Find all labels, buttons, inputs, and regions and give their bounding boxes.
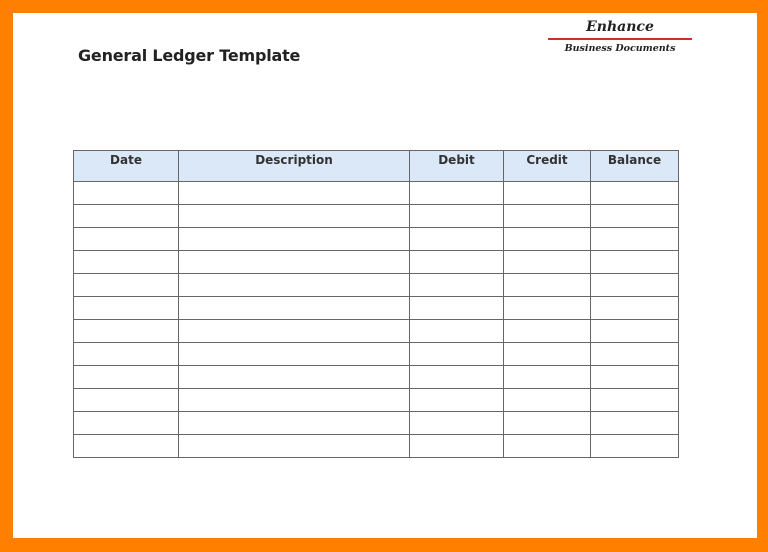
cell-debit[interactable] bbox=[410, 435, 504, 458]
cell-credit[interactable] bbox=[504, 366, 591, 389]
cell-debit[interactable] bbox=[410, 343, 504, 366]
cell-description[interactable] bbox=[179, 228, 410, 251]
cell-debit[interactable] bbox=[410, 182, 504, 205]
logo-subtitle: Business Documents bbox=[564, 43, 676, 54]
cell-balance[interactable] bbox=[591, 274, 679, 297]
column-header-date: Date bbox=[74, 151, 179, 182]
table-row bbox=[74, 389, 679, 412]
logo-brand: Enhance bbox=[586, 19, 654, 35]
cell-debit[interactable] bbox=[410, 205, 504, 228]
cell-debit[interactable] bbox=[410, 274, 504, 297]
table-row bbox=[74, 343, 679, 366]
table-row bbox=[74, 251, 679, 274]
cell-description[interactable] bbox=[179, 251, 410, 274]
cell-description[interactable] bbox=[179, 389, 410, 412]
cell-debit[interactable] bbox=[410, 389, 504, 412]
cell-date[interactable] bbox=[74, 251, 179, 274]
cell-credit[interactable] bbox=[504, 343, 591, 366]
cell-balance[interactable] bbox=[591, 435, 679, 458]
cell-credit[interactable] bbox=[504, 435, 591, 458]
table-row bbox=[74, 435, 679, 458]
cell-balance[interactable] bbox=[591, 228, 679, 251]
cell-credit[interactable] bbox=[504, 389, 591, 412]
table-row bbox=[74, 182, 679, 205]
cell-description[interactable] bbox=[179, 320, 410, 343]
column-header-debit: Debit bbox=[410, 151, 504, 182]
cell-credit[interactable] bbox=[504, 297, 591, 320]
cell-description[interactable] bbox=[179, 435, 410, 458]
cell-description[interactable] bbox=[179, 412, 410, 435]
table-row bbox=[74, 297, 679, 320]
table-row bbox=[74, 205, 679, 228]
cell-credit[interactable] bbox=[504, 182, 591, 205]
cell-balance[interactable] bbox=[591, 251, 679, 274]
table-row bbox=[74, 366, 679, 389]
cell-description[interactable] bbox=[179, 343, 410, 366]
cell-balance[interactable] bbox=[591, 205, 679, 228]
cell-credit[interactable] bbox=[504, 320, 591, 343]
cell-description[interactable] bbox=[179, 366, 410, 389]
cell-balance[interactable] bbox=[591, 182, 679, 205]
column-header-balance: Balance bbox=[591, 151, 679, 182]
logo bbox=[548, 19, 692, 54]
cell-debit[interactable] bbox=[410, 366, 504, 389]
cell-date[interactable] bbox=[74, 435, 179, 458]
cell-date[interactable] bbox=[74, 366, 179, 389]
cell-date[interactable] bbox=[74, 297, 179, 320]
cell-debit[interactable] bbox=[410, 412, 504, 435]
cell-balance[interactable] bbox=[591, 366, 679, 389]
cell-credit[interactable] bbox=[504, 274, 591, 297]
cell-balance[interactable] bbox=[591, 320, 679, 343]
cell-date[interactable] bbox=[74, 320, 179, 343]
cell-credit[interactable] bbox=[504, 228, 591, 251]
cell-date[interactable] bbox=[74, 228, 179, 251]
cell-credit[interactable] bbox=[504, 205, 591, 228]
cell-date[interactable] bbox=[74, 389, 179, 412]
cell-date[interactable] bbox=[74, 205, 179, 228]
table-header-row bbox=[74, 151, 679, 182]
table-row bbox=[74, 412, 679, 435]
logo-divider bbox=[548, 38, 692, 40]
cell-description[interactable] bbox=[179, 297, 410, 320]
cell-date[interactable] bbox=[74, 182, 179, 205]
page-title: General Ledger Template bbox=[78, 46, 301, 65]
document-page bbox=[13, 13, 757, 538]
cell-description[interactable] bbox=[179, 205, 410, 228]
ledger-table bbox=[73, 150, 679, 458]
column-header-credit: Credit bbox=[504, 151, 591, 182]
cell-date[interactable] bbox=[74, 274, 179, 297]
cell-debit[interactable] bbox=[410, 228, 504, 251]
column-header-description: Description bbox=[179, 151, 410, 182]
cell-credit[interactable] bbox=[504, 251, 591, 274]
cell-balance[interactable] bbox=[591, 412, 679, 435]
cell-date[interactable] bbox=[74, 343, 179, 366]
cell-description[interactable] bbox=[179, 274, 410, 297]
cell-description[interactable] bbox=[179, 182, 410, 205]
cell-debit[interactable] bbox=[410, 297, 504, 320]
cell-balance[interactable] bbox=[591, 343, 679, 366]
cell-balance[interactable] bbox=[591, 297, 679, 320]
cell-debit[interactable] bbox=[410, 320, 504, 343]
cell-date[interactable] bbox=[74, 412, 179, 435]
cell-credit[interactable] bbox=[504, 412, 591, 435]
cell-debit[interactable] bbox=[410, 251, 504, 274]
cell-balance[interactable] bbox=[591, 389, 679, 412]
table-row bbox=[74, 228, 679, 251]
table-row bbox=[74, 274, 679, 297]
table-row bbox=[74, 320, 679, 343]
